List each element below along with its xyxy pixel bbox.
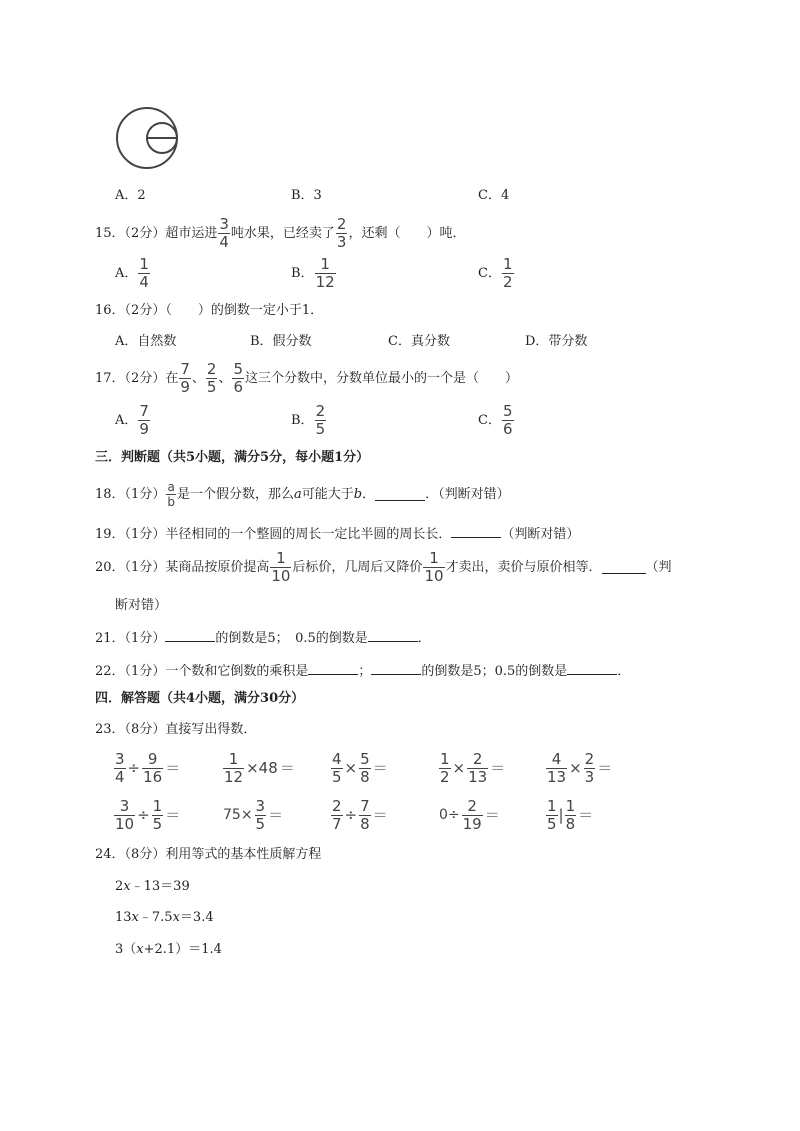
q14-option-c: C．4 [478,188,510,203]
question-19: 19．（1分）半径相同的一个整圆的周长一定比半圆的周长长． （判断对错） [95,527,580,542]
q23-expr-3: $\frac{4}{5}$ × $\frac{5}{8}$ ＝ [332,749,388,786]
question-15 [95,214,466,251]
q17-fraction-3: $\frac{5}{6}$ [233,359,243,396]
q16-option-d: D．带分数 [525,334,588,349]
q17-fraction-2: $\frac{2}{5}$ [206,359,217,396]
q23-expr-1: $\frac{3}{4}$ ÷ $\frac{9}{16}$ ＝ [115,749,181,786]
q15-suffix: ，还剩（ ）吨． [348,225,466,241]
q16-option-b: B．假分数 [250,334,312,349]
q19-answer-blank[interactable] [451,525,501,538]
q23-expr-5: $\frac{4}{13}$ × $\frac{2}{3}$ ＝ [547,749,613,786]
q15-fraction-1: $\frac{3}{4}$ [219,214,229,251]
q17-option-c: C． $\frac{5}{6}$ [478,401,513,438]
q20-fraction-1: $\frac{1}{10}$ [271,548,291,585]
q24-equation-2: 13x﹣7.5x＝3.4 [115,910,214,925]
q18-fraction: $\frac{a}{b}$ [167,479,175,509]
section-4-heading: 四．解答题（共4小题，满分30分） [95,691,305,706]
q15-option-c: C． $\frac{1}{2}$ [478,254,513,291]
question-21: 21．（1分） 的倒数是5； 0.5的倒数是 ． [95,631,431,646]
q23-expr-4: $\frac{1}{2}$ × $\frac{2}{13}$ ＝ [440,749,506,786]
q23-expr-9: 0÷ $\frac{2}{19}$ ＝ [439,796,500,833]
q22-blank-2[interactable] [371,662,421,675]
question-24: 24．（8分）利用等式的基本性质解方程 [95,847,322,862]
q18-answer-blank[interactable] [375,488,425,501]
question-22: 22．（1分）一个数和它倒数的乘积是 ； 的倒数是5；0.5的倒数是 ． [95,664,631,679]
q22-blank-3[interactable] [567,662,617,675]
q15-option-a: A． $\frac{1}{4}$ [115,254,149,291]
question-20: 20．（1分）某商品按原价提高 $\frac{1}{10}$ 后标价，几周后又降价 $\frac{1}{10}$ 才卖出，卖价与原价相等． （判 [95,548,672,585]
q14-option-a: A．2 [115,188,146,203]
q24-equation-1: 2x﹣13＝39 [115,879,190,894]
q23-expr-10: $\frac{1}{5}$ | $\frac{1}{8}$ ＝ [547,796,594,833]
q14-option-b: B．3 [291,188,322,203]
q20-line2: 断对错） [115,598,168,613]
q15-fraction-2: $\frac{2}{3}$ [336,214,347,251]
q21-blank-1[interactable] [165,629,215,642]
q23-expr-8: $\frac{2}{7}$ ÷ $\frac{7}{8}$ ＝ [332,796,388,833]
q17-option-a: A． $\frac{7}{9}$ [115,401,149,438]
q23-expr-6: $\frac{3}{10}$ ÷ $\frac{1}{5}$ ＝ [115,796,181,833]
question-18: 18．（1分） $\frac{a}{b}$ 是一个假分数，那么 a 可能大于 b ． ．（判断对错） [95,479,510,509]
q22-blank-1[interactable] [308,662,358,675]
section-3-heading: 三．判断题（共5小题，满分5分，每小题1分） [95,450,370,465]
q17-fraction-1: $\frac{7}{9}$ [180,359,190,396]
q24-equation-3: 3（x+2.1）＝1.4 [115,942,222,957]
q20-answer-blank[interactable] [602,561,646,574]
q23-expr-7: 75× $\frac{3}{5}$ ＝ [223,796,284,833]
q23-expr-2: $\frac{1}{12}$ ×48 ＝ [224,749,295,786]
q16-option-c: C．真分数 [388,334,450,349]
circle-figure [113,105,183,171]
q15-option-b: B． $\frac{1}{12}$ [291,254,335,291]
question-17: 17．（2分）在 $\frac{7}{9}$ 、 $\frac{2}{5}$ 、 $\frac{5}{6}$ 这三个分数中，分数单位最小的一个是（ ） [95,359,519,396]
q15-mid: 吨水果，已经卖了 [230,225,335,241]
q20-fraction-2: $\frac{1}{10}$ [424,548,444,585]
question-16: 16．（2分）（ ）的倒数一定小于1． [95,303,324,318]
q21-blank-2[interactable] [368,629,418,642]
q17-option-b: B． $\frac{2}{5}$ [291,401,326,438]
q16-option-a: A．自然数 [115,334,177,349]
question-23: 23．（8分）直接写出得数． [95,722,257,737]
q15-prefix: 15．（2分）超市运进 [95,225,218,241]
